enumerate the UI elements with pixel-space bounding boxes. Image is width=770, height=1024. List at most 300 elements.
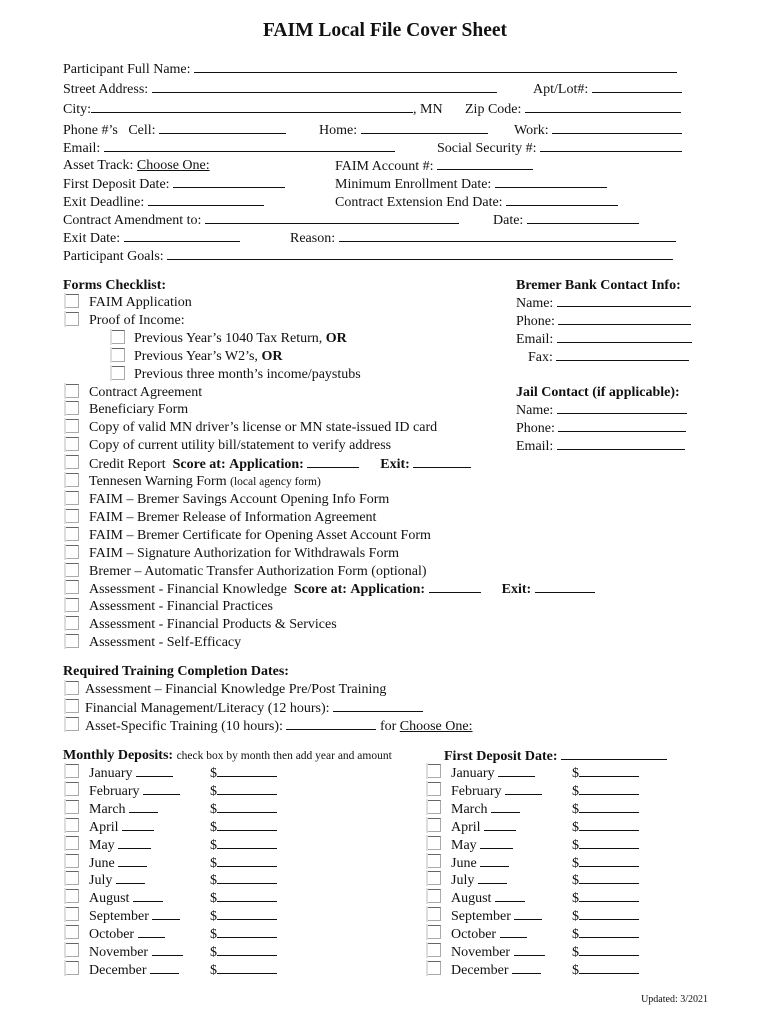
amount-field[interactable] — [210, 925, 277, 943]
checkbox-signature[interactable] — [65, 545, 79, 559]
exit-deadline-field[interactable] — [63, 193, 264, 211]
checkbox-month-left[interactable] — [65, 871, 79, 885]
date-field[interactable] — [493, 211, 639, 229]
month-year-field[interactable] — [451, 818, 516, 836]
dollar-sign: $ — [572, 856, 579, 871]
month-year-field[interactable] — [89, 943, 183, 961]
street-line[interactable] — [152, 80, 497, 93]
jail-phone-field[interactable] — [516, 419, 686, 437]
deposits-first-date-field[interactable] — [444, 747, 667, 765]
zip-field[interactable] — [465, 100, 681, 118]
year-line[interactable] — [150, 961, 179, 974]
bremer-phone-line[interactable] — [558, 312, 691, 325]
date-label: Date: — [493, 213, 524, 228]
amount-field[interactable] — [210, 782, 277, 800]
month-year-field[interactable] — [451, 889, 525, 907]
checkbox-tax-return[interactable] — [111, 330, 125, 344]
reason-field[interactable] — [290, 229, 676, 247]
amount-field[interactable] — [572, 871, 639, 889]
dollar-sign: $ — [210, 766, 217, 781]
street-field[interactable] — [63, 80, 497, 98]
checkbox-month-right[interactable] — [427, 871, 441, 885]
amount-field[interactable] — [572, 889, 639, 907]
email-field[interactable] — [63, 139, 395, 157]
deposits-first-date-label: First Deposit Date: — [444, 749, 558, 764]
or-label: OR — [261, 349, 283, 364]
checkbox-month-right[interactable] — [427, 818, 441, 832]
jail-email-label: Email: — [516, 439, 554, 454]
home-label: Home: — [319, 123, 358, 138]
work-field[interactable] — [514, 121, 682, 139]
bremer-name-field[interactable] — [516, 294, 691, 312]
month-year-field[interactable] — [451, 854, 509, 872]
amount-line[interactable] — [579, 800, 639, 813]
amount-field[interactable] — [210, 871, 277, 889]
bremer-fax-field[interactable] — [528, 348, 689, 366]
ssn-label: Social Security #: — [437, 141, 537, 156]
exit-date-label: Exit Date: — [63, 231, 121, 246]
amount-field[interactable] — [210, 764, 277, 782]
checkbox-tennesen[interactable] — [65, 473, 79, 487]
checkbox-transfer[interactable] — [65, 563, 79, 577]
amount-field[interactable] — [572, 907, 639, 925]
credit-item — [89, 455, 471, 473]
dollar-sign: $ — [572, 927, 579, 942]
jail-heading: Jail Contact (if applicable): — [516, 385, 680, 400]
year-line[interactable] — [480, 854, 509, 867]
deposits-heading — [63, 747, 392, 765]
month-year-field[interactable] — [89, 854, 147, 872]
exit-date-line[interactable] — [124, 229, 240, 242]
checkbox-beneficiary[interactable] — [65, 401, 79, 415]
full-name-line[interactable] — [194, 60, 677, 73]
month-label: August — [451, 891, 492, 906]
tax-return-label: Previous Year’s 1040 Tax Return, — [134, 331, 323, 346]
contract-amend-field[interactable] — [63, 211, 459, 229]
w2-label: Previous Year’s W2’s, — [134, 349, 258, 364]
checkbox-products[interactable] — [65, 616, 79, 630]
checkbox-literacy[interactable] — [65, 699, 79, 713]
amount-line[interactable] — [217, 871, 277, 884]
month-year-field[interactable] — [89, 836, 151, 854]
month-label: January — [89, 766, 133, 781]
jail-name-label: Name: — [516, 403, 554, 418]
full-name-label: Participant Full Name: — [63, 62, 191, 77]
amount-field[interactable] — [210, 961, 277, 979]
year-line[interactable] — [138, 925, 165, 938]
home-line[interactable] — [361, 121, 488, 134]
checkbox-month-left[interactable] — [65, 818, 79, 832]
amount-field[interactable] — [572, 800, 639, 818]
bremer-email-line[interactable] — [557, 330, 692, 343]
contract-ext-line[interactable] — [506, 193, 618, 206]
checkbox-w2[interactable] — [111, 348, 125, 362]
asset-specific-label: Asset-Specific Training (10 hours): — [85, 719, 283, 734]
efficacy-label: Assessment - Self-Efficacy — [89, 635, 242, 650]
amount-line[interactable] — [217, 907, 277, 920]
checkbox-month-left[interactable] — [65, 764, 79, 778]
amount-field[interactable] — [572, 782, 639, 800]
checkbox-knowledge[interactable] — [65, 580, 79, 594]
date-line[interactable] — [527, 211, 639, 224]
month-label: October — [451, 927, 497, 942]
contract-ext-field[interactable] — [335, 193, 618, 211]
w2-item — [134, 348, 282, 365]
year-line[interactable] — [512, 961, 541, 974]
dollar-sign: $ — [572, 891, 579, 906]
credit-exit-line[interactable] — [413, 455, 471, 468]
dollar-sign: $ — [210, 963, 217, 978]
year-line[interactable] — [495, 889, 525, 902]
work-label: Work: — [514, 123, 549, 138]
apt-line[interactable] — [592, 80, 682, 93]
amount-line[interactable] — [217, 800, 277, 813]
transfer-label: Bremer – Automatic Transfer Authorization Form (optional) — [89, 564, 427, 579]
amount-field[interactable] — [210, 800, 277, 818]
amount-line[interactable] — [579, 818, 639, 831]
checkbox-savings[interactable] — [65, 491, 79, 505]
amount-field[interactable] — [572, 818, 639, 836]
year-line[interactable] — [514, 907, 541, 920]
zip-line[interactable] — [525, 100, 681, 113]
year-line[interactable] — [129, 800, 158, 813]
home-field[interactable] — [319, 121, 488, 139]
practices-label: Assessment - Financial Practices — [89, 599, 273, 614]
month-year-field[interactable] — [89, 961, 179, 979]
asset-track-label: Asset Track: — [63, 158, 134, 173]
year-line[interactable] — [118, 854, 147, 867]
amount-line[interactable] — [217, 943, 277, 956]
checkbox-month-left[interactable] — [65, 925, 79, 939]
dollar-sign: $ — [572, 963, 579, 978]
utility-label: Copy of current utility bill/statement to verify address — [89, 438, 392, 453]
year-line[interactable] — [491, 800, 520, 813]
dollar-sign: $ — [210, 891, 217, 906]
min-enroll-label: Minimum Enrollment Date: — [335, 177, 492, 192]
year-line[interactable] — [136, 764, 173, 777]
amount-line[interactable] — [217, 782, 277, 795]
amount-line[interactable] — [579, 943, 639, 956]
or-label: OR — [325, 331, 347, 346]
amount-line[interactable] — [579, 871, 639, 884]
amount-line[interactable] — [217, 764, 277, 777]
goals-line[interactable] — [167, 247, 673, 260]
month-label: March — [89, 802, 126, 817]
amount-field[interactable] — [572, 943, 639, 961]
checkbox-month-right[interactable] — [427, 836, 441, 850]
month-year-field[interactable] — [451, 764, 535, 782]
amount-field[interactable] — [572, 836, 639, 854]
checkbox-asset-specific[interactable] — [65, 717, 79, 731]
application-label: Application: — [350, 582, 426, 597]
city-label: City: — [63, 102, 92, 117]
contract-amend-label: Contract Amendment to: — [63, 213, 202, 228]
checkbox-month-right[interactable] — [427, 854, 441, 868]
dollar-sign: $ — [210, 856, 217, 871]
page-title: FAIM Local File Cover Sheet — [262, 20, 508, 41]
apt-field[interactable] — [533, 80, 682, 98]
checkbox-month-left[interactable] — [65, 800, 79, 814]
work-line[interactable] — [552, 121, 682, 134]
amount-line[interactable] — [217, 925, 277, 938]
amount-line[interactable] — [217, 961, 277, 974]
year-line[interactable] — [116, 871, 145, 884]
asset-track-field[interactable] — [63, 157, 210, 174]
bremer-email-label: Email: — [516, 332, 554, 347]
year-line[interactable] — [143, 782, 180, 795]
month-year-field[interactable] — [89, 925, 165, 943]
checkbox-month-right[interactable] — [427, 943, 441, 957]
bremer-phone-label: Phone: — [516, 314, 555, 329]
dollar-sign: $ — [572, 909, 579, 924]
month-year-field[interactable] — [89, 871, 145, 889]
checkbox-contract[interactable] — [65, 384, 79, 398]
checkbox-certificate[interactable] — [65, 527, 79, 541]
amount-line[interactable] — [579, 889, 639, 902]
knowledge-exit-line[interactable] — [535, 580, 595, 593]
knowledge-application-line[interactable] — [429, 580, 481, 593]
city-line[interactable] — [91, 100, 413, 113]
checkbox-license[interactable] — [65, 419, 79, 433]
reason-line[interactable] — [339, 229, 676, 242]
checkbox-month-right[interactable] — [427, 764, 441, 778]
ssn-line[interactable] — [540, 139, 682, 152]
amount-line[interactable] — [579, 782, 639, 795]
month-label: April — [89, 820, 119, 835]
checkbox-month-right[interactable] — [427, 800, 441, 814]
year-line[interactable] — [478, 871, 507, 884]
goals-field[interactable] — [63, 247, 673, 265]
dollar-sign: $ — [572, 820, 579, 835]
month-label: June — [451, 856, 477, 871]
year-line[interactable] — [152, 907, 179, 920]
amount-line[interactable] — [579, 854, 639, 867]
pre-post-label: Assessment – Financial Knowledge Pre/Post Training — [85, 682, 387, 697]
amount-line[interactable] — [579, 907, 639, 920]
bremer-name-line[interactable] — [557, 294, 691, 307]
checkbox-month-left[interactable] — [65, 782, 79, 796]
year-line[interactable] — [500, 925, 527, 938]
faim-account-field[interactable] — [335, 157, 533, 175]
cell-label: Cell: — [128, 123, 156, 138]
credit-label: Credit Report — [89, 457, 166, 472]
month-label: November — [451, 945, 511, 960]
min-enroll-line[interactable] — [495, 175, 607, 188]
exit-date-field[interactable] — [63, 229, 240, 247]
checkbox-month-right[interactable] — [427, 782, 441, 796]
jail-phone-line[interactable] — [558, 419, 686, 432]
ssn-field[interactable] — [437, 139, 682, 157]
year-line[interactable] — [498, 764, 535, 777]
month-year-field[interactable] — [89, 907, 180, 925]
bremer-email-field[interactable] — [516, 330, 692, 348]
contract-amend-line[interactable] — [205, 211, 459, 224]
month-year-field[interactable] — [451, 836, 513, 854]
checkbox-credit[interactable] — [65, 455, 79, 469]
training-heading: Required Training Completion Dates: — [63, 664, 289, 679]
month-label: February — [451, 784, 502, 799]
amount-line[interactable] — [217, 836, 277, 849]
amount-field[interactable] — [210, 889, 277, 907]
month-year-field[interactable] — [89, 818, 154, 836]
min-enroll-field[interactable] — [335, 175, 607, 193]
checkbox-month-left[interactable] — [65, 907, 79, 921]
amount-field[interactable] — [210, 907, 277, 925]
full-name-field[interactable] — [63, 60, 677, 78]
jail-email-field[interactable] — [516, 437, 685, 455]
cell-line[interactable] — [159, 121, 286, 134]
amount-line[interactable] — [217, 854, 277, 867]
amount-line[interactable] — [579, 764, 639, 777]
month-year-field[interactable] — [89, 782, 180, 800]
checkbox-month-right[interactable] — [427, 889, 441, 903]
amount-line[interactable] — [579, 836, 639, 849]
year-line[interactable] — [514, 943, 546, 956]
amount-line[interactable] — [579, 961, 639, 974]
literacy-field[interactable] — [85, 699, 423, 717]
checkbox-utility[interactable] — [65, 437, 79, 451]
checkbox-month-right[interactable] — [427, 925, 441, 939]
year-line[interactable] — [505, 782, 542, 795]
beneficiary-label: Beneficiary Form — [89, 402, 189, 417]
month-label: June — [89, 856, 115, 871]
month-year-field[interactable] — [451, 961, 541, 979]
dollar-sign: $ — [210, 820, 217, 835]
checkbox-proof-income[interactable] — [65, 312, 79, 326]
proof-income-label: Proof of Income: — [89, 313, 185, 328]
month-label: November — [89, 945, 149, 960]
first-deposit-field[interactable] — [63, 175, 285, 193]
faim-account-line[interactable] — [437, 157, 533, 170]
amount-field[interactable] — [210, 854, 277, 872]
signature-label: FAIM – Signature Authorization for Withdrawals Form — [89, 546, 399, 561]
checkbox-month-left[interactable] — [65, 889, 79, 903]
checkbox-month-right[interactable] — [427, 907, 441, 921]
jail-email-line[interactable] — [557, 437, 685, 450]
checkbox-month-left[interactable] — [65, 961, 79, 975]
exit-deadline-line[interactable] — [148, 193, 264, 206]
dollar-sign: $ — [210, 927, 217, 942]
application-label: Application: — [229, 457, 304, 472]
street-label: Street Address: — [63, 82, 149, 97]
year-line[interactable] — [133, 889, 163, 902]
month-year-field[interactable] — [451, 907, 542, 925]
checkbox-month-left[interactable] — [65, 943, 79, 957]
deposits-first-date-line[interactable] — [561, 747, 667, 760]
dollar-sign: $ — [572, 784, 579, 799]
dollar-sign: $ — [572, 802, 579, 817]
tennesen-item — [89, 473, 321, 491]
score-at-label: Score at: — [172, 457, 226, 472]
credit-application-line[interactable] — [307, 455, 359, 468]
month-label: August — [89, 891, 130, 906]
amount-field[interactable] — [210, 943, 277, 961]
year-line[interactable] — [480, 836, 513, 849]
month-year-field[interactable] — [89, 800, 158, 818]
tennesen-label: Tennesen Warning Form — [89, 474, 227, 489]
exit-label: Exit: — [380, 457, 410, 472]
year-line[interactable] — [152, 943, 184, 956]
checkbox-month-right[interactable] — [427, 961, 441, 975]
paystubs-label: Previous three month’s income/paystubs — [134, 367, 361, 382]
asset-specific-dropdown[interactable]: Choose One: — [399, 719, 473, 734]
amount-field[interactable] — [572, 854, 639, 872]
updated-footer: Updated: 3/2021 — [641, 994, 708, 1005]
month-year-field[interactable] — [89, 889, 163, 907]
license-label: Copy of valid MN driver’s license or MN state-issued ID card — [89, 420, 438, 435]
month-year-field[interactable] — [451, 925, 527, 943]
dollar-sign: $ — [210, 784, 217, 799]
amount-line[interactable] — [579, 925, 639, 938]
dollar-sign: $ — [210, 802, 217, 817]
asset-specific-line[interactable] — [286, 717, 376, 730]
asset-specific-field[interactable] — [85, 717, 472, 735]
email-line[interactable] — [104, 139, 395, 152]
checkbox-paystubs[interactable] — [111, 366, 125, 380]
jail-name-field[interactable] — [516, 401, 687, 419]
forms-heading: Forms Checklist: — [63, 278, 167, 293]
first-deposit-label: First Deposit Date: — [63, 177, 170, 192]
year-line[interactable] — [118, 836, 151, 849]
faim-account-label: FAIM Account #: — [335, 159, 434, 174]
knowledge-item — [89, 580, 595, 598]
jail-name-line[interactable] — [557, 401, 687, 414]
phone-label: Phone #’s — [63, 123, 118, 138]
literacy-label: Financial Management/Literacy (12 hours): — [85, 701, 330, 716]
knowledge-label: Assessment - Financial Knowledge — [89, 582, 287, 597]
amount-field[interactable] — [210, 818, 277, 836]
asset-track-dropdown[interactable]: Choose One: — [136, 158, 210, 173]
month-year-field[interactable] — [89, 764, 173, 782]
month-year-field[interactable] — [451, 782, 542, 800]
checkbox-pre-post[interactable] — [65, 681, 79, 695]
month-year-field[interactable] — [451, 871, 507, 889]
city-field[interactable] — [63, 100, 443, 118]
amount-line[interactable] — [217, 818, 277, 831]
deposits-title: Monthly Deposits: — [63, 748, 174, 763]
checkbox-efficacy[interactable] — [65, 634, 79, 648]
cell-field[interactable] — [63, 121, 286, 139]
first-deposit-line[interactable] — [173, 175, 285, 188]
checkbox-month-left[interactable] — [65, 854, 79, 868]
certificate-label: FAIM – Bremer Certificate for Opening Asset Account Form — [89, 528, 431, 543]
dollar-sign: $ — [572, 838, 579, 853]
amount-field[interactable] — [572, 925, 639, 943]
month-label: July — [451, 873, 475, 888]
checkbox-month-left[interactable] — [65, 836, 79, 850]
bremer-fax-line[interactable] — [556, 348, 689, 361]
score-at-label: Score at: — [293, 582, 347, 597]
bremer-name-label: Name: — [516, 296, 554, 311]
email-label: Email: — [63, 141, 101, 156]
bremer-phone-field[interactable] — [516, 312, 691, 330]
checkbox-practices[interactable] — [65, 598, 79, 612]
checkbox-faim-app[interactable] — [65, 294, 79, 308]
year-line[interactable] — [484, 818, 516, 831]
month-year-field[interactable] — [451, 943, 545, 961]
month-year-field[interactable] — [451, 800, 520, 818]
reason-label: Reason: — [290, 231, 336, 246]
year-line[interactable] — [122, 818, 154, 831]
amount-line[interactable] — [217, 889, 277, 902]
amount-field[interactable] — [210, 836, 277, 854]
literacy-line[interactable] — [333, 699, 423, 712]
dollar-sign: $ — [572, 873, 579, 888]
checkbox-release[interactable] — [65, 509, 79, 523]
amount-field[interactable] — [572, 764, 639, 782]
month-label: March — [451, 802, 488, 817]
amount-field[interactable] — [572, 961, 639, 979]
